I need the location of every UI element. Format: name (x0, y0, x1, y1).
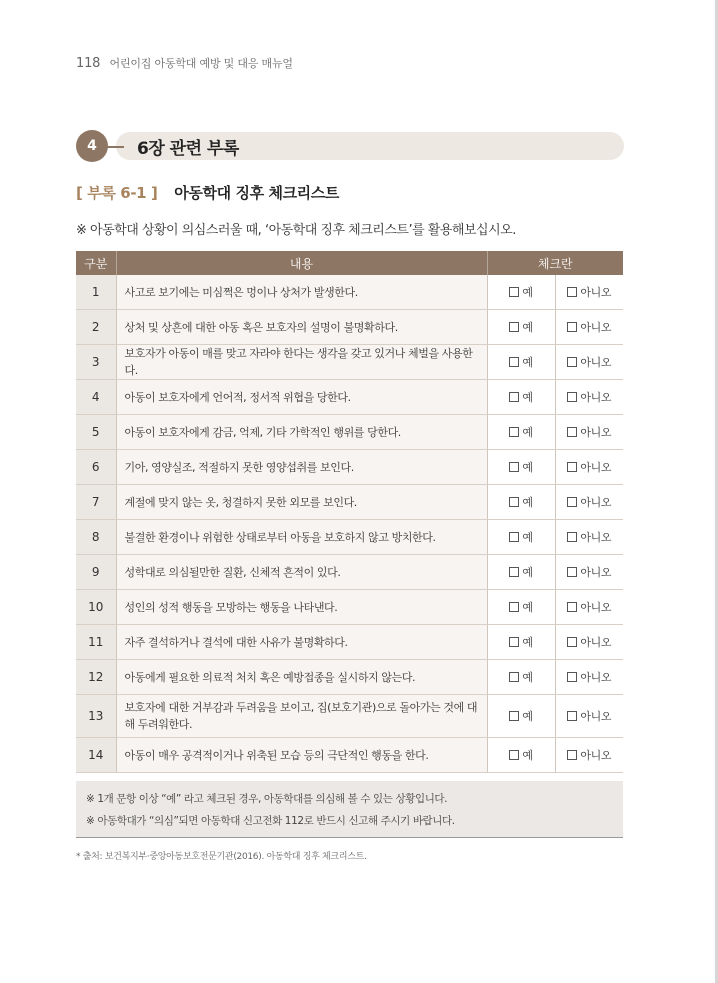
no-option[interactable] (555, 555, 623, 590)
chapter-title: 6장 관련 부록 (137, 139, 239, 159)
notes-box (76, 781, 623, 838)
checkbox-icon[interactable] (509, 532, 519, 542)
appendix-tag: [ 부록 6-1 ] (76, 184, 158, 202)
row-number: 14 (76, 738, 116, 773)
no-label: 아니오 (580, 356, 612, 369)
yes-label: 예 (522, 426, 533, 439)
no-label: 아니오 (580, 321, 612, 334)
no-option[interactable] (555, 275, 623, 310)
row-text: 아동이 매우 공격적이거나 위축된 모습 등의 극단적인 행동을 한다. (116, 738, 487, 773)
yes-label: 예 (522, 321, 533, 334)
checkbox-icon[interactable] (509, 462, 519, 472)
row-number: 3 (76, 345, 116, 380)
note-2: ※ 아동학대가 “의심”되면 아동학대 신고전화 112로 반드시 신고해 주시기 바랍니다. (86, 815, 455, 827)
checkbox-icon[interactable] (567, 322, 577, 332)
checklist-table (76, 251, 623, 773)
header-check: 체크란 (487, 251, 623, 275)
row-text: 계절에 맞지 않는 옷, 청결하지 못한 외모를 보인다. (116, 485, 487, 520)
no-option[interactable] (555, 380, 623, 415)
yes-label: 예 (522, 671, 533, 684)
yes-label: 예 (522, 601, 533, 614)
header-content: 내용 (116, 251, 487, 275)
no-label: 아니오 (580, 671, 612, 684)
yes-label: 예 (522, 461, 533, 474)
no-option[interactable] (555, 590, 623, 625)
row-text: 성인의 성적 행동을 모방하는 행동을 나타낸다. (116, 590, 487, 625)
no-option[interactable] (555, 415, 623, 450)
table-row (76, 310, 623, 345)
yes-option[interactable] (487, 415, 555, 450)
checkbox-icon[interactable] (509, 427, 519, 437)
yes-label: 예 (522, 531, 533, 544)
no-option[interactable] (555, 738, 623, 773)
book-title: 어린이집 아동학대 예방 및 대응 매뉴얼 (109, 57, 293, 70)
checkbox-icon[interactable] (567, 462, 577, 472)
yes-label: 예 (522, 496, 533, 509)
yes-option[interactable] (487, 590, 555, 625)
yes-option[interactable] (487, 485, 555, 520)
checkbox-icon[interactable] (567, 497, 577, 507)
checkbox-icon[interactable] (567, 602, 577, 612)
table-row (76, 450, 623, 485)
checkbox-icon[interactable] (567, 392, 577, 402)
yes-label: 예 (522, 749, 533, 762)
row-number: 13 (76, 695, 116, 738)
row-text: 보호자에 대한 거부감과 두려움을 보이고, 집(보호기관)으로 돌아가는 것에 대해 두려워한다. (116, 695, 487, 738)
row-text: 기아, 영양실조, 적절하지 못한 영양섭취를 보인다. (116, 450, 487, 485)
yes-label: 예 (522, 636, 533, 649)
row-text: 성학대로 의심될만한 질환, 신체적 흔적이 있다. (116, 555, 487, 590)
no-option[interactable] (555, 660, 623, 695)
no-label: 아니오 (580, 566, 612, 579)
yes-option[interactable] (487, 555, 555, 590)
row-text: 자주 결석하거나 결석에 대한 사유가 불명확하다. (116, 625, 487, 660)
row-text: 불결한 환경이나 위험한 상태로부터 아동을 보호하지 않고 방치한다. (116, 520, 487, 555)
table-row (76, 485, 623, 520)
table-row (76, 345, 623, 380)
checkbox-icon[interactable] (509, 602, 519, 612)
no-option[interactable] (555, 310, 623, 345)
checkbox-icon[interactable] (509, 497, 519, 507)
row-number: 11 (76, 625, 116, 660)
row-text: 사고로 보기에는 미심쩍은 멍이나 상처가 발생한다. (116, 275, 487, 310)
no-option[interactable] (555, 695, 623, 738)
no-option[interactable] (555, 345, 623, 380)
row-number: 8 (76, 520, 116, 555)
table-row (76, 555, 623, 590)
source-citation: * 출처: 보건복지부·중앙아동보호전문기관(2016). 아동학대 징후 체크리스트. (76, 852, 367, 862)
checkbox-icon[interactable] (567, 427, 577, 437)
row-number: 12 (76, 660, 116, 695)
yes-label: 예 (522, 566, 533, 579)
no-label: 아니오 (580, 601, 612, 614)
no-label: 아니오 (580, 391, 612, 404)
table-row (76, 660, 623, 695)
no-option[interactable] (555, 485, 623, 520)
yes-option[interactable] (487, 275, 555, 310)
yes-option[interactable] (487, 310, 555, 345)
no-option[interactable] (555, 625, 623, 660)
table-row (76, 520, 623, 555)
row-number: 1 (76, 275, 116, 310)
yes-label: 예 (522, 391, 533, 404)
no-label: 아니오 (580, 531, 612, 544)
header-category: 구분 (76, 251, 116, 275)
running-header (76, 55, 293, 71)
intro-text: ※ 아동학대 상황이 의심스러울 때, ‘아동학대 징후 체크리스트’를 활용해보십시오. (76, 223, 516, 238)
checkbox-icon[interactable] (567, 532, 577, 542)
no-label: 아니오 (580, 286, 612, 299)
row-number: 9 (76, 555, 116, 590)
checkbox-icon[interactable] (567, 637, 577, 647)
yes-label: 예 (522, 286, 533, 299)
no-label: 아니오 (580, 496, 612, 509)
yes-option[interactable] (487, 695, 555, 738)
table-row (76, 695, 623, 738)
row-text: 아동이 보호자에게 언어적, 정서적 위협을 당한다. (116, 380, 487, 415)
checkbox-icon[interactable] (567, 567, 577, 577)
table-row (76, 415, 623, 450)
checkbox-icon[interactable] (509, 357, 519, 367)
no-label: 아니오 (580, 710, 612, 723)
checkbox-icon[interactable] (567, 672, 577, 682)
checkbox-icon[interactable] (509, 567, 519, 577)
row-number: 6 (76, 450, 116, 485)
no-option[interactable] (555, 520, 623, 555)
row-number: 7 (76, 485, 116, 520)
no-option[interactable] (555, 450, 623, 485)
no-label: 아니오 (580, 426, 612, 439)
chapter-number-badge: 4 (76, 130, 108, 162)
row-text: 아동이 보호자에게 감금, 억제, 기타 가학적인 행위를 당한다. (116, 415, 487, 450)
checkbox-icon[interactable] (509, 672, 519, 682)
page-number: 118 (76, 56, 101, 71)
row-text: 보호자가 아동이 매를 맞고 자라야 한다는 생각을 갖고 있거나 체벌을 사용한다. (116, 345, 487, 380)
checkbox-icon[interactable] (509, 392, 519, 402)
yes-label: 예 (522, 710, 533, 723)
yes-option[interactable] (487, 450, 555, 485)
checkbox-icon[interactable] (567, 287, 577, 297)
checkbox-icon[interactable] (509, 287, 519, 297)
checkbox-icon[interactable] (567, 711, 577, 721)
row-number: 10 (76, 590, 116, 625)
yes-option[interactable] (487, 345, 555, 380)
yes-option[interactable] (487, 660, 555, 695)
table-body (76, 275, 623, 773)
table-row (76, 380, 623, 415)
no-label: 아니오 (580, 461, 612, 474)
chapter-heading (76, 130, 624, 162)
row-number: 4 (76, 380, 116, 415)
checkbox-icon[interactable] (567, 357, 577, 367)
table-row (76, 625, 623, 660)
yes-option[interactable] (487, 738, 555, 773)
appendix-title: 아동학대 징후 체크리스트 (174, 184, 339, 202)
table-row (76, 738, 623, 773)
no-label: 아니오 (580, 636, 612, 649)
checkbox-icon[interactable] (509, 711, 519, 721)
checkbox-icon[interactable] (509, 322, 519, 332)
checkbox-icon[interactable] (567, 750, 577, 760)
row-number: 5 (76, 415, 116, 450)
checkbox-icon[interactable] (509, 750, 519, 760)
row-number: 2 (76, 310, 116, 345)
row-text: 아동에게 필요한 의료적 처치 혹은 예방접종을 실시하지 않는다. (116, 660, 487, 695)
yes-option[interactable] (487, 520, 555, 555)
note-1: ※ 1개 문항 이상 “예” 라고 체크된 경우, 아동학대를 의심해 볼 수 있는 상황입니다. (86, 793, 448, 805)
table-header-row (76, 251, 623, 275)
yes-option[interactable] (487, 625, 555, 660)
table-row (76, 275, 623, 310)
appendix-heading (76, 182, 339, 203)
table-row (76, 590, 623, 625)
yes-option[interactable] (487, 380, 555, 415)
row-text: 상처 및 상흔에 대한 아동 혹은 보호자의 설명이 불명확하다. (116, 310, 487, 345)
no-label: 아니오 (580, 749, 612, 762)
yes-label: 예 (522, 356, 533, 369)
checkbox-icon[interactable] (509, 637, 519, 647)
